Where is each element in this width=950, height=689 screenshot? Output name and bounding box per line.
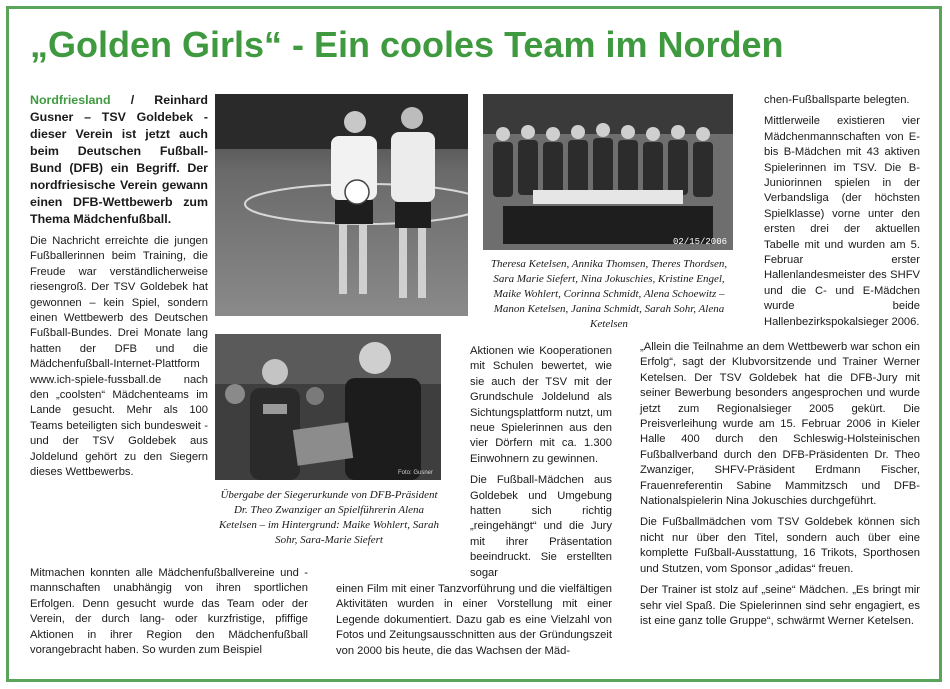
region-label: Nordfriesland — [30, 93, 111, 107]
body-paragraph: „Allein die Teilnahme an dem Wettbewerb war schon ein Erfolg“, sagt der Klubvorsitzende und Trainer Werner Ketelsen. Der TSV Goldebek hat die DFB-Jury mit seiner Bewerbung besonders angesprochen und wurde jetzt zum Regionalsieger 2005 gekürt. Die Preisverleihung wurde am 15. Februar 2006 in Kieler Halle 400 durch den Schleswig-Holsteinischen Fußballverband durch den DFB-Präsidenten Dr. Theo Zwanziger, SHFV-Präsident Erdmann Fischer, Frauenreferentin Sabine Mammitzsch und DFB-Nationalspielerin Nina Jokuschies durchgeführt. — [640, 341, 920, 508]
team-caption: Theresa Ketelsen, Annika Thomsen, Theres Thordsen, Sara Marie Siefert, Nina Jokuschies, Kristine Engel, Maike Wohlert, Corinna Schmidt, Alena Schoewitz – Manon Ketelsen, Janina Schmidt, Sarah Sohr, Alena Ketelsen — [490, 258, 728, 330]
body-paragraph: einen Film mit einer Tanzvorführung und die vielfältigen Aktivitäten wurden in einer Vorstellung mit einer Legende dokumentiert. Dazu gab es eine Vielzahl von Fotos und Zeitungsausschnitten aus der Gründungszeit von 2000 bis heute, die das Wachsen der Mäd- — [336, 583, 612, 657]
body-paragraph: Die Fußballmädchen vom TSV Goldebek können sich nicht nur über den Titel, sondern auch über eine komplette Fußball-Ausstattung, 16 Trikots, Sporthosen und Stutzen, vom Sponsor „adidas“ freuen. — [640, 516, 920, 575]
bottom-middle-text — [336, 582, 612, 666]
body-paragraph: chen-Fußballsparte belegten. — [764, 94, 910, 106]
headline: „Golden Girls“ - Ein cooles Team im Norden — [30, 24, 784, 65]
players-image — [215, 94, 468, 316]
right-column — [640, 340, 920, 670]
column-three — [470, 344, 612, 582]
team-image — [483, 94, 733, 250]
body-paragraph: Der Trainer ist stolz auf „seine“ Mädchen. „Es bringt mir sehr viel Spaß. Die Spielerinnen sind sehr engagiert, es ist eine ganz tolle Gruppe“, schwärmt Werner Ketelsen. — [640, 584, 920, 627]
photo-players — [215, 94, 468, 316]
body-paragraph: Mittlerweile existieren vier Mädchenmannschaften von E- bis B-Mädchen mit 43 aktiven Spielerinnen im TSV. Die B-Juniorinnen spielen in der Verbandsliga (der höchsten Spielklasse) vorne unter den ersten drei der aktuellen Tabelle mit und wurden am 5. Februar erster Hallenlandesmeister des SHFV und die C- und E-Mädchen wurde beide Hallenbezirkspokalsieger 2006. — [764, 115, 920, 328]
lead-column — [30, 92, 208, 564]
award-image — [215, 334, 441, 480]
lead-paragraph — [30, 92, 208, 228]
photo-award — [215, 334, 441, 480]
lead-text: / Reinhard Gusner – TSV Goldebek - dieser Verein ist jetzt auch beim Deutschen Fußball-Bund (DFB) ein Begriff. Der nordfriesische Verein gewann einen DFB-Wettbewerb zum Thema Mädchenfußball. — [30, 93, 208, 226]
photo-team — [483, 94, 733, 250]
column-five — [764, 93, 920, 338]
photo-credit: Foto: Gusner — [397, 470, 433, 476]
body-paragraph: Aktionen wie Kooperationen mit Schulen bewertet, wie sie auch der TSV mit der Grundschule Joldelund als Sichtungsplattform nutzt, um neue Spielerinnen aus den vier Dörfern mit ca. 1.300 Einwohnern zu gewinnen. — [470, 345, 612, 465]
award-caption: Übergabe der Siegerurkunde von DFB-Präsident Dr. Theo Zwanziger an Spielführerin Alena Ketelsen – im Hintergrund: Maike Wohlert, Sarah Sohr, Sara-Marie Siefert — [218, 489, 440, 546]
bottom-left-text — [30, 566, 308, 666]
body-paragraph: Die Fußball-Mädchen aus Goldebek und Umgebung hatten sich richtig „reingehängt“ und die Jury mit ihrer Präsentation beeindruckt. Sie erstellten sogar — [470, 474, 612, 579]
body-paragraph: Mitmachen konnten alle Mädchenfußballvereine und -mannschaften unabhängig von ihren sportlichen Erfolgen. Denn gesucht wurde das Team oder der Verein, der durch lang- oder kurzfristige, pfiffige Aktionen in ihrer Region den Mädchenfußball vorangebracht haben. So wurden zum Beispiel — [30, 567, 308, 657]
body-paragraph: Die Nachricht erreichte die jungen Fußballerinnen beim Training, die Freude war verständlicherweise riesengroß. Der TSV Goldebek hat gewonnen – kein Spiel, sondern einen Wettbewerb des Deutschen Fußball-Bundes. Drei Monate lang hatten der DFB und die Mädchenfußball-Internet-Plattform www.ich-spiele-fussball.de nach den „coolsten“ Mädchenteams im Lande gesucht. Mehr als 100 Teams beteiligten sich bundesweit - und der TSV Goldebek aus Joldelund gehört zu den Siegern dieses Wettbewerbs. — [30, 235, 208, 479]
team-photo-date: 02/15/2006 — [673, 237, 728, 247]
